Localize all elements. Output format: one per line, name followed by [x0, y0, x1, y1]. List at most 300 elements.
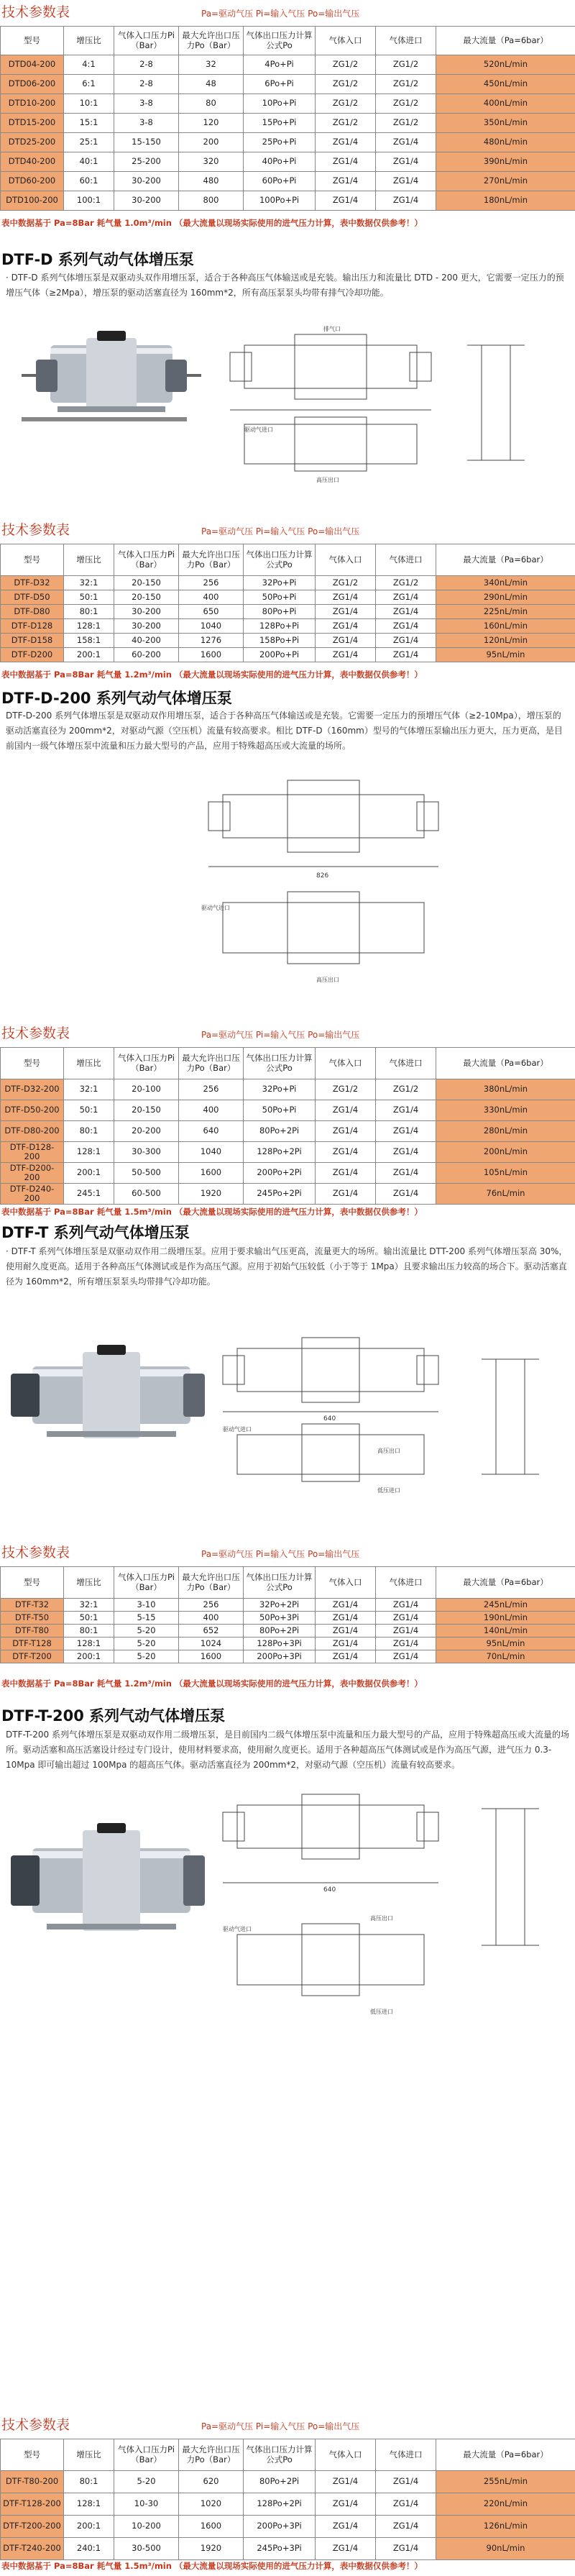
table-cell: 5-20 — [114, 1638, 179, 1650]
table-header-row — [1, 544, 575, 576]
column-header: 型号 — [1, 2439, 64, 2471]
table-cell: 128Po+Pi — [244, 619, 316, 634]
table-cell: 128Po+2Pi — [244, 1142, 316, 1163]
table-cell: 15-150 — [114, 133, 179, 152]
bracket-drawing-dtf-t — [460, 1348, 568, 1485]
drawing-label-exhaust: 排气口 — [323, 326, 341, 332]
drawing-dim-826: 826 — [316, 872, 329, 880]
column-header: 增压比 — [64, 27, 114, 55]
pressure-legend: Pa=驱动气压 Pi=输入气压 Po=输出气压 — [201, 9, 360, 19]
table-cell: 1600 — [179, 2516, 244, 2538]
table-cell: ZG1/4 — [376, 133, 436, 152]
section-desc-dtf-t: · DTF-T 系列气体增压泵是双驱动双作用二级增压泵。应用于要求输出气压更高，流量更大的场所。输出流量比 DTT-200 系列气体增压泵高 30%，使用耐久度更高。适用于各种高压气体测试或是作为高压气源。应用于初始气压较低（小于等于 1Mpa）且要求输出压力较高的场合下。驱动活塞直径为 160mm*2，所有增压泵泵头均带排气冷却功能。 — [6, 1246, 568, 1287]
table-cell: 1920 — [179, 1184, 244, 1205]
max-flow-cell: 190nL/min — [436, 1612, 575, 1625]
max-flow-cell: 340nL/min — [436, 576, 575, 590]
model-cell: DTF-D128 — [1, 619, 64, 634]
model-cell: DTF-D128-200 — [1, 1142, 64, 1163]
table-row — [1, 2516, 575, 2538]
table-cell: ZG1/4 — [316, 1638, 376, 1650]
model-cell: DTD04-200 — [1, 55, 64, 75]
table-cell: ZG1/4 — [376, 1142, 436, 1163]
table-cell: 32Po+2Pi — [244, 1599, 316, 1612]
model-cell: DTF-D32 — [1, 576, 64, 590]
table-cell: ZG1/2 — [316, 94, 376, 114]
table-cell: 30-300 — [114, 1142, 179, 1163]
model-cell: DTF-D240-200 — [1, 1184, 64, 1205]
column-header: 气体入口压力Pi（Bar） — [114, 544, 179, 576]
table-cell: 80:1 — [64, 2471, 114, 2493]
model-cell: DTD10-200 — [1, 94, 64, 114]
table-cell: 650 — [179, 605, 244, 619]
table-row — [1, 1184, 575, 1205]
table-cell: 80 — [179, 94, 244, 114]
table-cell: 2-8 — [114, 55, 179, 75]
table-cell: 200Po+2Pi — [244, 1163, 316, 1184]
table-cell: ZG1/4 — [376, 1612, 436, 1625]
table-row — [1, 94, 575, 114]
table-cell: 200:1 — [64, 1163, 114, 1184]
pressure-legend: Pa=驱动气压 Pi=输入气压 Po=输出气压 — [201, 1030, 360, 1040]
model-cell: DTF-D50-200 — [1, 1100, 64, 1121]
table-cell: 400 — [179, 1612, 244, 1625]
table-cell: 256 — [179, 1599, 244, 1612]
max-flow-cell: 400nL/min — [436, 94, 575, 114]
table-cell: 200Po+3Pi — [244, 1650, 316, 1663]
table-cell: 245:1 — [64, 1184, 114, 1205]
params-title: 技术参数表 — [1, 522, 70, 538]
column-header: 增压比 — [64, 1048, 114, 1079]
table-cell: 32 — [179, 55, 244, 75]
table-cell: 240:1 — [64, 2538, 114, 2560]
model-cell: DTF-D200-200 — [1, 1163, 64, 1184]
table-note: 表中数据基于 Pa=8Bar 耗气量 1.2m³/min （最大流量以现场实际使用的进气压力计算，表中数据仅供参考！） — [1, 1678, 423, 1689]
pump-photo-dtf-d — [7, 316, 216, 460]
table-cell: ZG1/4 — [316, 1184, 376, 1205]
table-row — [1, 2538, 575, 2560]
table-cell: ZG1/4 — [376, 2516, 436, 2538]
spec-table-dtf-t — [0, 1566, 575, 1663]
table-cell: ZG1/2 — [376, 1079, 436, 1100]
column-header: 最大流量（Pa=6bar） — [436, 2439, 575, 2471]
table-cell: 50:1 — [64, 590, 114, 605]
column-header: 增压比 — [64, 1567, 114, 1599]
table-cell: 158:1 — [64, 634, 114, 648]
column-header: 气体入口 — [316, 544, 376, 576]
max-flow-cell: 95nL/min — [436, 648, 575, 662]
max-flow-cell: 76nL/min — [436, 1184, 575, 1205]
max-flow-cell: 220nL/min — [436, 2493, 575, 2516]
max-flow-cell: 200nL/min — [436, 1142, 575, 1163]
table-cell: 1600 — [179, 1650, 244, 1663]
drawing-label-high-out: 高压出口 — [316, 977, 339, 983]
column-header: 最大允许出口压力Po（Bar） — [179, 2439, 244, 2471]
table-cell: ZG1/4 — [316, 1163, 376, 1184]
table-cell: 5-20 — [114, 2471, 179, 2493]
model-cell: DTF-D50 — [1, 590, 64, 605]
table-cell: ZG1/4 — [316, 1650, 376, 1663]
table-cell: 32:1 — [64, 1079, 114, 1100]
model-cell: DTF-T128 — [1, 1638, 64, 1650]
table-cell: ZG1/4 — [316, 605, 376, 619]
table-cell: 5-20 — [114, 1625, 179, 1638]
table-cell: 60Po+Pi — [244, 172, 316, 191]
column-header: 最大允许出口压力Po（Bar） — [179, 1567, 244, 1599]
table-row — [1, 1650, 575, 1663]
table-cell: 6Po+Pi — [244, 75, 316, 94]
bracket-drawing-dtf-t-200 — [460, 1798, 568, 1956]
table-note: 表中数据基于 Pa=8Bar 耗气量 1.2m³/min （最大流量以现场实际使用的进气压力计算，表中数据仅供参考！） — [1, 670, 423, 680]
column-header: 气体出口压力计算公式Po — [244, 1048, 316, 1079]
model-cell: DTF-D158 — [1, 634, 64, 648]
drawing-dim-640: 640 — [323, 1415, 336, 1422]
table-cell: 25:1 — [64, 133, 114, 152]
drawing-label-low-in: 低压进口 — [370, 2009, 393, 2015]
column-header: 气体入口 — [316, 27, 376, 55]
column-header: 最大流量（Pa=6bar） — [436, 1048, 575, 1079]
model-cell: DTD100-200 — [1, 191, 64, 211]
table-cell: 15:1 — [64, 114, 114, 133]
drawing-label-high-out: 高压出口 — [370, 1915, 393, 1922]
column-header: 气体进口 — [376, 1048, 436, 1079]
table-cell: 15Po+Pi — [244, 114, 316, 133]
column-header: 型号 — [1, 1567, 64, 1599]
table-cell: 10:1 — [64, 94, 114, 114]
model-cell: DTF-D80-200 — [1, 1121, 64, 1142]
table-cell: 1040 — [179, 619, 244, 634]
table-cell: 50Po+Pi — [244, 1100, 316, 1121]
column-header: 气体入口压力Pi（Bar） — [114, 27, 179, 55]
table-header-row — [1, 1048, 575, 1079]
model-cell: DTF-T50 — [1, 1612, 64, 1625]
table-cell: ZG1/4 — [376, 191, 436, 211]
table-cell: ZG1/4 — [376, 605, 436, 619]
table-cell: 20-150 — [114, 576, 179, 590]
column-header: 最大允许出口压力Po（Bar） — [179, 27, 244, 55]
max-flow-cell: 105nL/min — [436, 1163, 575, 1184]
model-cell: DTF-T32 — [1, 1599, 64, 1612]
table-cell: ZG1/4 — [316, 1625, 376, 1638]
drawing-label-high-out: 高压出口 — [377, 1448, 400, 1454]
model-cell: DTD06-200 — [1, 75, 64, 94]
table-cell: 30-200 — [114, 619, 179, 634]
params-header — [0, 518, 575, 544]
table-cell: 5-20 — [114, 1650, 179, 1663]
pump-drawing-dtf-d-200 — [194, 766, 453, 1003]
table-cell: 1024 — [179, 1638, 244, 1650]
column-header: 气体入口 — [316, 1567, 376, 1599]
table-header-row — [1, 2439, 575, 2471]
drawing-label-drive-in: 驱动气进口 — [244, 426, 273, 433]
spec-table-dtd — [0, 26, 575, 211]
max-flow-cell: 480nL/min — [436, 133, 575, 152]
table-cell: 200 — [179, 133, 244, 152]
table-cell: ZG1/4 — [316, 1599, 376, 1612]
table-row — [1, 172, 575, 191]
section-title-dtf-t: DTF-T 系列气动气体增压泵 — [1, 1224, 190, 1241]
model-cell: DTF-T128-200 — [1, 2493, 64, 2516]
table-cell: ZG1/2 — [316, 114, 376, 133]
section-desc-dtf-d: · DTF-D 系列气体增压泵是双驱动头双作用增压泵，适合于各种高压气体输送或是充装。输出压力和流量比 DTD - 200 更大，它需要一定压力的预增压气体（≥2Mpa），增压泵的驱动活塞直径为 160mm*2，所有高压泵泵头均带有排气冷却功能。 — [6, 273, 564, 298]
column-header: 气体出口压力计算公式Po — [244, 1567, 316, 1599]
max-flow-cell: 160nL/min — [436, 619, 575, 634]
table-cell: 128:1 — [64, 1638, 114, 1650]
table-header-row — [1, 27, 575, 55]
table-cell: ZG1/2 — [376, 75, 436, 94]
drawing-label-drive-in: 驱动气进口 — [223, 1926, 252, 1932]
table-cell: 620 — [179, 2471, 244, 2493]
table-row — [1, 114, 575, 133]
column-header: 型号 — [1, 1048, 64, 1079]
max-flow-cell: 520nL/min — [436, 55, 575, 75]
table-cell: ZG1/4 — [316, 648, 376, 662]
drawing-label-drive-in: 驱动气进口 — [223, 1426, 252, 1433]
table-cell: ZG1/4 — [376, 2493, 436, 2516]
table-cell: ZG1/4 — [376, 172, 436, 191]
table-cell: 4:1 — [64, 55, 114, 75]
table-cell: 3-8 — [114, 94, 179, 114]
table-cell: 50Po+Pi — [244, 590, 316, 605]
table-cell: 400 — [179, 590, 244, 605]
max-flow-cell: 70nL/min — [436, 1650, 575, 1663]
max-flow-cell: 126nL/min — [436, 2516, 575, 2538]
table-cell: 80Po+2Pi — [244, 1625, 316, 1638]
max-flow-cell: 350nL/min — [436, 114, 575, 133]
table-cell: ZG1/4 — [376, 1184, 436, 1205]
table-cell: 245Po+3Pi — [244, 2538, 316, 2560]
drawing-dim-640: 640 — [323, 1886, 336, 1894]
table-row — [1, 1079, 575, 1100]
params-title: 技术参数表 — [1, 1026, 70, 1041]
max-flow-cell: 450nL/min — [436, 75, 575, 94]
table-cell: 25-200 — [114, 152, 179, 172]
table-row — [1, 1100, 575, 1121]
table-row — [1, 75, 575, 94]
pump-photo-dtf-t — [4, 1323, 212, 1467]
model-cell: DTF-T240-200 — [1, 2538, 64, 2560]
table-cell: 30-200 — [114, 191, 179, 211]
table-row — [1, 634, 575, 648]
max-flow-cell: 90nL/min — [436, 2538, 575, 2560]
table-row — [1, 605, 575, 619]
drawing-label-drive-in: 驱动气进口 — [201, 905, 230, 911]
column-header: 型号 — [1, 544, 64, 576]
pressure-legend: Pa=驱动气压 Pi=输入气压 Po=输出气压 — [201, 2421, 360, 2431]
table-cell: ZG1/4 — [316, 152, 376, 172]
table-cell: ZG1/4 — [376, 2471, 436, 2493]
column-header: 气体入口压力Pi（Bar） — [114, 2439, 179, 2471]
table-cell: ZG1/4 — [376, 1121, 436, 1142]
params-title: 技术参数表 — [1, 2417, 70, 2433]
max-flow-cell: 95nL/min — [436, 1638, 575, 1650]
bracket-drawing-dtf-d — [446, 331, 561, 475]
table-cell: 2-8 — [114, 75, 179, 94]
table-cell: ZG1/4 — [376, 648, 436, 662]
table-cell: 50-500 — [114, 1163, 179, 1184]
table-cell: 4Po+Pi — [244, 55, 316, 75]
table-cell: 80:1 — [64, 605, 114, 619]
table-row — [1, 2471, 575, 2493]
table-cell: ZG1/4 — [316, 1142, 376, 1163]
column-header: 最大流量（Pa=6bar） — [436, 544, 575, 576]
table-cell: 40-200 — [114, 634, 179, 648]
table-cell: 200:1 — [64, 1650, 114, 1663]
column-header: 气体入口压力Pi（Bar） — [114, 1048, 179, 1079]
pump-drawing-dtf-t-200 — [216, 1783, 446, 2028]
table-row — [1, 191, 575, 211]
table-row — [1, 590, 575, 605]
table-row — [1, 619, 575, 634]
table-cell: 128:1 — [64, 2493, 114, 2516]
params-header — [0, 0, 575, 26]
column-header: 增压比 — [64, 544, 114, 576]
table-cell: 50Po+3Pi — [244, 1612, 316, 1625]
column-header: 最大允许出口压力Po（Bar） — [179, 544, 244, 576]
table-cell: 128Po+3Pi — [244, 1638, 316, 1650]
table-cell: 1600 — [179, 1163, 244, 1184]
table-cell: ZG1/4 — [316, 2516, 376, 2538]
column-header: 最大流量（Pa=6bar） — [436, 1567, 575, 1599]
table-cell: ZG1/4 — [316, 1121, 376, 1142]
max-flow-cell: 390nL/min — [436, 152, 575, 172]
max-flow-cell: 255nL/min — [436, 2471, 575, 2493]
max-flow-cell: 120nL/min — [436, 634, 575, 648]
table-cell: 3-10 — [114, 1599, 179, 1612]
table-row — [1, 1599, 575, 1612]
table-cell: ZG1/4 — [316, 590, 376, 605]
table-cell: ZG1/4 — [316, 2538, 376, 2560]
max-flow-cell: 180nL/min — [436, 191, 575, 211]
table-cell: ZG1/2 — [376, 576, 436, 590]
table-cell: 652 — [179, 1625, 244, 1638]
max-flow-cell: 245nL/min — [436, 1599, 575, 1612]
table-cell: 128Po+2Pi — [244, 2493, 316, 2516]
table-row — [1, 648, 575, 662]
pump-drawing-dtf-t — [216, 1327, 446, 1499]
table-cell: ZG1/4 — [376, 152, 436, 172]
table-cell: 20-200 — [114, 1121, 179, 1142]
table-cell: 20-100 — [114, 1079, 179, 1100]
params-title: 技术参数表 — [1, 1545, 70, 1561]
model-cell: DTF-T200 — [1, 1650, 64, 1663]
table-cell: 158Po+Pi — [244, 634, 316, 648]
table-row — [1, 1163, 575, 1184]
spec-table-dtf-d-200 — [0, 1047, 575, 1205]
table-cell: ZG1/4 — [316, 619, 376, 634]
params-header — [0, 2413, 575, 2439]
table-cell: ZG1/4 — [316, 133, 376, 152]
table-cell: 6:1 — [64, 75, 114, 94]
table-cell: 80Po+Pi — [244, 605, 316, 619]
table-cell: ZG1/4 — [316, 172, 376, 191]
table-cell: 10-30 — [114, 2493, 179, 2516]
max-flow-cell: 330nL/min — [436, 1100, 575, 1121]
table-row — [1, 2493, 575, 2516]
params-title: 技术参数表 — [1, 4, 70, 20]
table-cell: 60-500 — [114, 1184, 179, 1205]
table-cell: ZG1/4 — [376, 1650, 436, 1663]
table-cell: 100Po+Pi — [244, 191, 316, 211]
table-cell: ZG1/4 — [376, 1100, 436, 1121]
table-cell: 40:1 — [64, 152, 114, 172]
max-flow-cell: 280nL/min — [436, 1121, 575, 1142]
model-cell: DTF-D80 — [1, 605, 64, 619]
table-cell: 80Po+2Pi — [244, 1121, 316, 1142]
table-header-row — [1, 1567, 575, 1599]
table-cell: 50:1 — [64, 1100, 114, 1121]
table-cell: 1020 — [179, 2493, 244, 2516]
spec-table-dtf-d — [0, 544, 575, 662]
table-row — [1, 576, 575, 590]
table-cell: 20-150 — [114, 1100, 179, 1121]
table-cell: 200:1 — [64, 2516, 114, 2538]
table-cell: 120 — [179, 114, 244, 133]
model-cell: DTD15-200 — [1, 114, 64, 133]
pressure-legend: Pa=驱动气压 Pi=输入气压 Po=输出气压 — [201, 526, 360, 536]
column-header: 气体出口压力计算公式Po — [244, 544, 316, 576]
table-row — [1, 1142, 575, 1163]
table-cell: ZG1/2 — [316, 1079, 376, 1100]
table-cell: 80:1 — [64, 1625, 114, 1638]
column-header: 气体出口压力计算公式Po — [244, 27, 316, 55]
table-row — [1, 1638, 575, 1650]
model-cell: DTF-T80-200 — [1, 2471, 64, 2493]
model-cell: DTF-D200 — [1, 648, 64, 662]
pump-photo-dtf-t-200 — [4, 1798, 212, 1963]
table-cell: 48 — [179, 75, 244, 94]
table-cell: 60-200 — [114, 648, 179, 662]
table-cell: ZG1/4 — [316, 634, 376, 648]
table-cell: 10Po+Pi — [244, 94, 316, 114]
table-cell: ZG1/4 — [376, 2538, 436, 2560]
table-cell: ZG1/4 — [376, 619, 436, 634]
table-cell: 200Po+Pi — [244, 648, 316, 662]
table-cell: ZG1/4 — [316, 1612, 376, 1625]
drawing-label-high-out: 高压出口 — [316, 477, 339, 483]
params-header — [0, 1540, 575, 1566]
column-header: 型号 — [1, 27, 64, 55]
column-header: 气体进口 — [376, 1567, 436, 1599]
table-row — [1, 133, 575, 152]
table-cell: 1276 — [179, 634, 244, 648]
table-cell: ZG1/4 — [316, 2471, 376, 2493]
table-cell: 25Po+Pi — [244, 133, 316, 152]
max-flow-cell: 225nL/min — [436, 605, 575, 619]
table-cell: ZG1/4 — [316, 1100, 376, 1121]
table-cell: ZG1/4 — [376, 1625, 436, 1638]
section-desc-dtf-d-200: DTF-D-200 系列气体增压泵是双驱动双作用增压泵，适合于各种高压气体输送或是充装。它需要一定压力的预增压气体（≥2-10Mpa），增压泵的驱动活塞直径为 200mm*2，对驱动气源（空压机）流量有较高要求。相比 DTF-D（160mm）型号的气体增压泵输出压力更大，压力更高，是目前国内一级气体增压泵中流量和压力最大型号的产品，应用于特殊超高压或大流量的场所。 — [6, 711, 563, 751]
table-cell: 60:1 — [64, 172, 114, 191]
table-cell: 32Po+Pi — [244, 1079, 316, 1100]
table-cell: 100:1 — [64, 191, 114, 211]
table-cell: 30-200 — [114, 172, 179, 191]
section-title-dtf-d: DTF-D 系列气动气体增压泵 — [1, 251, 194, 268]
max-flow-cell: 140nL/min — [436, 1625, 575, 1638]
table-cell: 128:1 — [64, 1142, 114, 1163]
table-cell: 80:1 — [64, 1121, 114, 1142]
table-cell: 1600 — [179, 648, 244, 662]
table-row — [1, 152, 575, 172]
max-flow-cell: 380nL/min — [436, 1079, 575, 1100]
table-cell: 20-150 — [114, 590, 179, 605]
column-header: 气体入口压力Pi（Bar） — [114, 1567, 179, 1599]
table-cell: ZG1/2 — [316, 576, 376, 590]
column-header: 气体出口压力计算公式Po — [244, 2439, 316, 2471]
section-title-dtf-d-200: DTF-D-200 系列气动气体增压泵 — [1, 690, 232, 707]
table-cell: 800 — [179, 191, 244, 211]
table-note: 表中数据基于 Pa=8Bar 耗气量 1.0m³/min （最大流量以现场实际使用的进气压力计算，表中数据仅供参考！） — [1, 218, 423, 228]
table-cell: ZG1/4 — [376, 634, 436, 648]
